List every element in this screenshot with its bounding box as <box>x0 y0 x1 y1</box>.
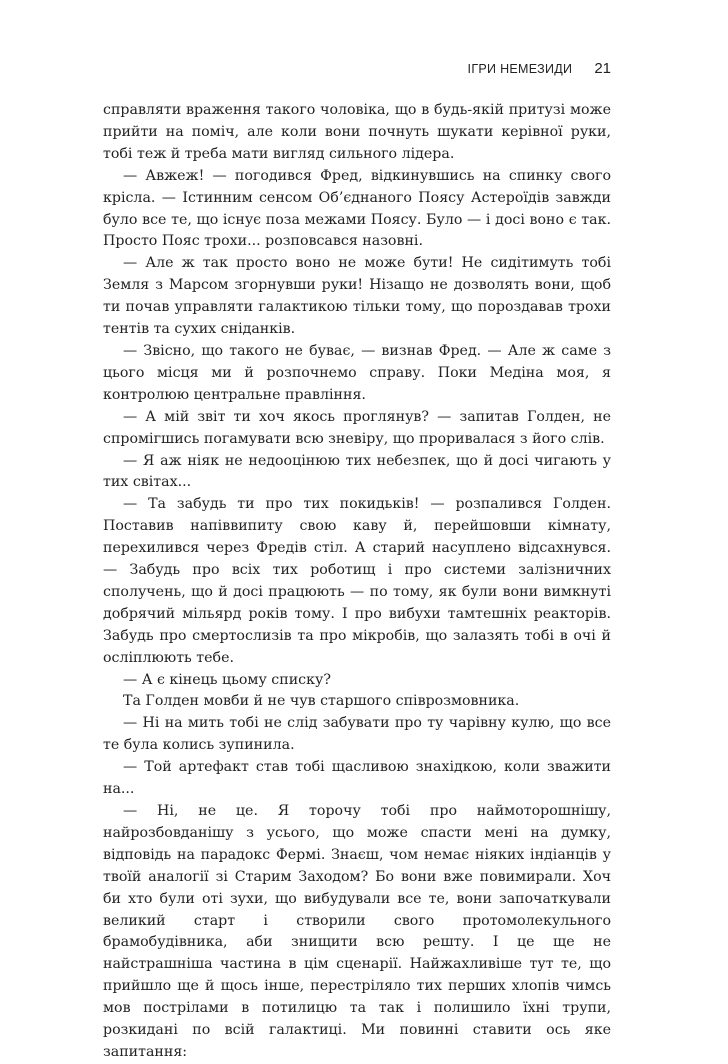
paragraph: — А є кінець цьому списку? <box>123 671 331 688</box>
paragraph: — Але ж так просто воно не може бути! Не сидітимуть тобі Земля з Марсом згорнувши руки! Нізащо не дозволять вони, щоб ти почав управляти галактикою тільки тому, що пороздавав трохи тентів та сухих сніданків. <box>103 255 611 338</box>
paragraph: Та Голден мовби й не чув старшого співрозмовника. <box>123 693 520 710</box>
page-number: 21 <box>594 60 611 77</box>
body-text <box>103 100 611 1064</box>
paragraph: — Той артефакт став тобі щасливою знахідкою, коли зважити на... <box>103 759 611 798</box>
paragraph: справляти враження такого чоловіка, що в будь-якій притузі може прийти на поміч, але коли вони почнуть шукати керівної руки, тобі теж й треба мати вигляд сильного лідера. <box>103 102 611 162</box>
paragraph: — Ні на мить тобі не слід забувати про ту чарівну кулю, що все те була колись зупинила. <box>103 715 611 754</box>
paragraph: — А мій звіт ти хоч якось проглянув? — запитав Голден, не спромігшись погамувати всю зневіру, що проривалася з його слів. <box>103 408 611 447</box>
paragraph: — Ні, не це. Я торочу тобі про наймоторошнішу, найрозбовданішу з усього, що може спасти мені на думку, відповідь на парадокс Фермі. Знаєш, чом немає ніяких індіанців у твоїй аналогії зі Старим Заходом? Бо вони вже повимирали. Хоч би хто були оті зухи, що вибудували все те, вони започаткували великий старт і створили свого протомолекульного брамобудівника, аби знищити всю решту. І це ще не найстрашніша частина в цім сценарії. Найжахливіше тут те, що прийшло ще й щось інше, перестріляло тих перших хлопів чимсь мов пострілами в потилицю та так і полишило їхні трупи, розкидані по всій галактиці. Ми повинні ставити ось яке запитання: <box>103 803 611 1060</box>
paragraph: — Авжеж! — погодився Фред, відкинувшись на спинку свого крісла. — Істинним сенсом Об’єднаного Поясу Астероїдів завжди було все те, що існує поза межами Поясу. Було — і досі воно є так. Просто Пояс трохи... розповсався назовні. <box>103 167 611 250</box>
paragraph: — Я аж ніяк не недооцінюю тих небезпек, що й досі чигають у тих світах... <box>103 452 611 491</box>
running-title: ІГРИ НЕМЕЗИДИ <box>467 62 573 76</box>
paragraph: — Та забудь ти про тих покидьків! — розпалився Голден. Поставив напіввипиту свою каву й, перейшовши кімнату, перехилився через Фредів стіл. А старий насуплено відсахнувся. — Забудь про всіх тих роботищ і про системи залізничних сполучень, що й досі працюють — по тому, як були вони вимкнуті добрячий мільярд років тому. І про вибухи тамтешніх реакторів. Забудь про смертослизів та про мікробів, що залазять тобі в очі й осліплюють тебе. <box>103 496 611 666</box>
paragraph: — Звісно, що такого не буває, — визнав Фред. — Але ж саме з цього місця ми й розпочнемо справу. Поки Медіна моя, я контролюю центральне правління. <box>103 342 611 403</box>
running-header <box>103 60 611 82</box>
